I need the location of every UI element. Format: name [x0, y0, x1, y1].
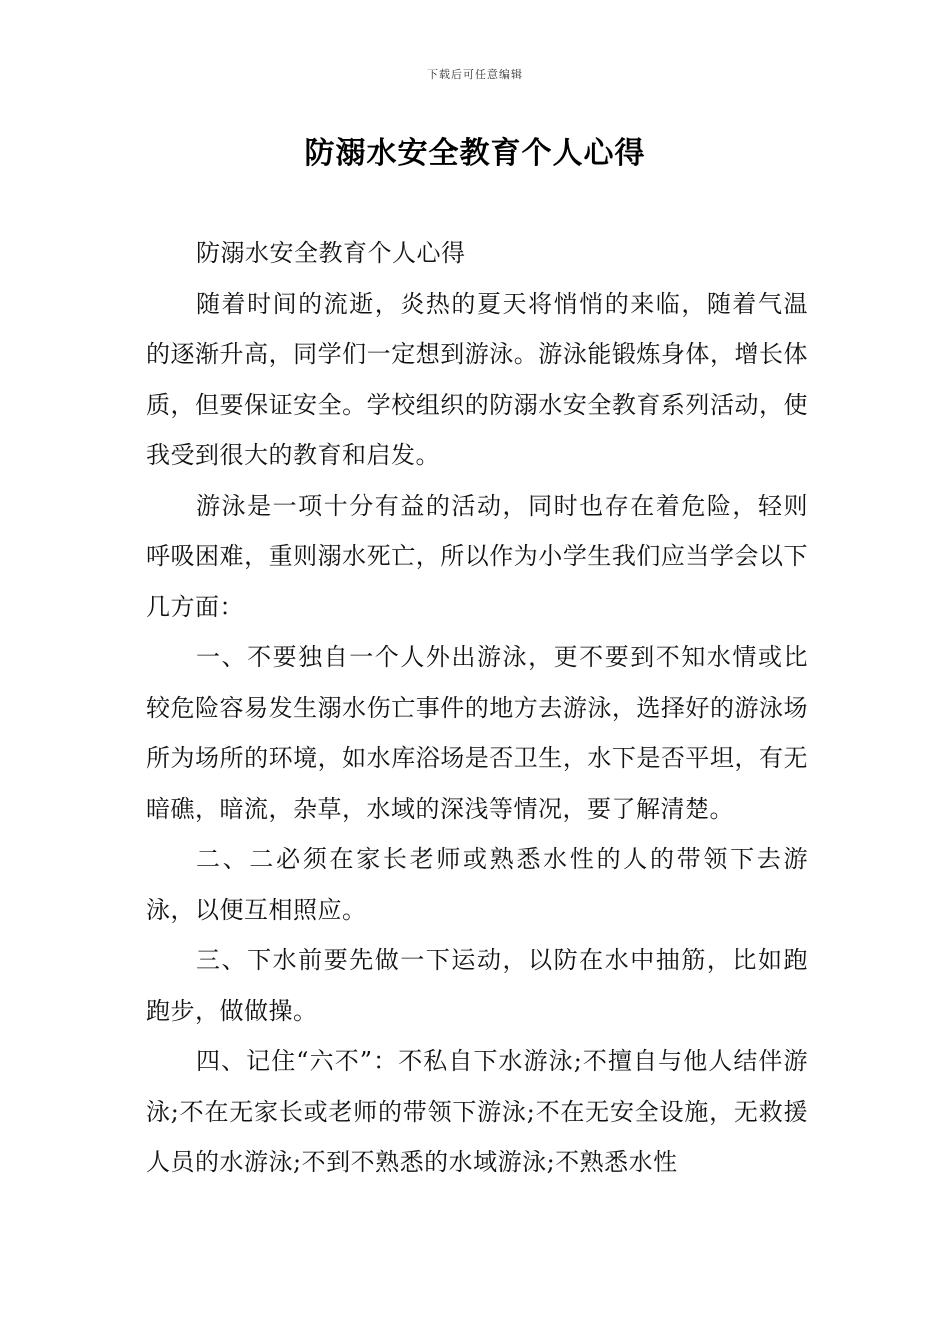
paragraph: 三、下水前要先做一下运动，以防在水中抽筋，比如跑跑步，做做操。	[146, 946, 808, 1025]
paragraph: 游泳是一项十分有益的活动，同时也存在着危险，轻则呼吸困难，重则溺水死亡，所以作为小学生我们应当学会以下几方面：	[146, 491, 808, 621]
paragraph: 随着时间的流逝，炎热的夏天将悄悄的来临，随着气温的逐渐升高，同学们一定想到游泳。游泳能锻炼身体，增长体质，但要保证安全。学校组织的防溺水安全教育系列活动，使我受到很大的教育和启发。	[146, 289, 808, 469]
paragraph: 四、记住“六不”：不私自下水游泳;不擅自与他人结伴游泳;不在无家长或老师的带领下游泳;不在无安全设施，无救援人员的水游泳;不到不熟悉的水域游泳;不熟悉水性	[146, 1047, 808, 1176]
document-title: 防溺水安全教育个人心得	[304, 136, 646, 171]
paragraph: 一、不要独自一个人外出游泳，更不要到不知水情或比较危险容易发生溺水伤亡事件的地方去游泳，选择好的游泳场所为场所的环境，如水库浴场是否卫生，水下是否平坦，有无暗礁，暗流，杂草，水域的深浅等情况，要了解清楚。	[146, 643, 808, 823]
paragraph: 二、二必须在家长老师或熟悉水性的人的带领下去游泳，以便互相照应。	[146, 845, 808, 924]
page-header-note: 下载后可任意编辑	[427, 68, 523, 81]
document-body	[146, 228, 808, 1188]
paragraph-subtitle: 防溺水安全教育个人心得	[196, 239, 466, 267]
